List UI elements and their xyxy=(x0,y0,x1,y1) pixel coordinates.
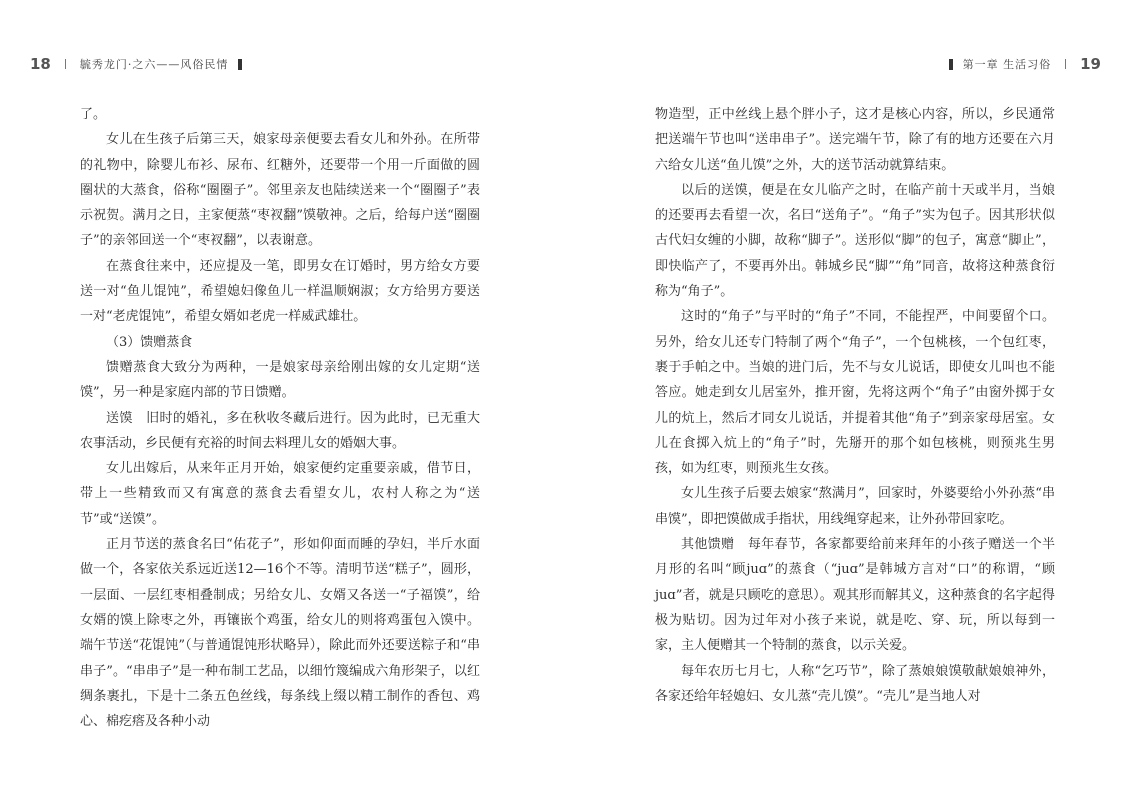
paragraph: 了。 xyxy=(80,107,107,122)
section-heading: （3）馈赠蒸食 xyxy=(106,334,193,350)
header-divider xyxy=(65,59,66,69)
paragraph: 正月节送的蒸食名曰“佑花子”，形如仰面而睡的孕妇，半斤水面做一个，各家依关系远近送12—16个不等。清明节送“糕子”，圆形，一层面、一层红枣相叠制成；另给女儿、女婿又各送一“子福馍”，给女婿的馍上除枣之外，再镶嵌个鸡蛋，给女儿的则将鸡蛋包入馍中。端午节送“花馄饨”（与普通馄饨形状略异），除此而外还要送粽子和“串串子”。“串串子”是一种布制工艺品，以细竹篾编成六角形架子，以红绸条裹扎，下是十二条五色丝线，每条线上缀以精工制作的香包、鸡心、棉疙瘩及各种小动 xyxy=(80,537,480,730)
paragraph: 女儿生孩子后要去娘家“熬满月”，回家时，外婆要给小外孙蒸“串串馍”，即把馍做成手指状，用线绳穿起来，让外孙带回家吃。 xyxy=(655,486,1055,527)
paragraph: 送馍 旧时的婚礼，多在秋收冬藏后进行。因为此时，已无重大农事活动，乡民便有充裕的时间去料理儿女的婚姻大事。 xyxy=(80,410,480,451)
paragraph: 每年农历七月七，人称“乞巧节”，除了蒸娘娘馍敬献娘娘神外，各家还给年轻媳妇、女儿蒸“壳儿馍”。“壳儿”是当地人对 xyxy=(655,663,1055,704)
header-marker xyxy=(238,59,242,70)
paragraph: 物造型，正中丝线上悬个胖小子，这才是核心内容，所以，乡民通常把送端午节也叫“送串串子”。送完端午节，除了有的地方还要在六月六给女儿送“鱼儿馍”之外，大的送节活动就算结束。 xyxy=(655,107,1055,173)
left-page xyxy=(0,0,566,799)
right-page-body xyxy=(655,102,1055,709)
paragraph: 其他馈赠 每年春节，各家都要给前来拜年的小孩子赠送一个半月形的名叫“顾juɑ”的蒸食（“juɑ”是韩城方言对“口”的称谓，“顾juɑ”者，就是只顾吃的意思）。观其形而解其义，这种蒸食的名字起得极为贴切。因为过年对小孩子来说，就是吃、穿、玩，所以每到一家，主人便赠其一个特制的蒸食，以示关爱。 xyxy=(655,537,1055,654)
paragraph: 以后的送馍，便是在女儿临产之时，在临产前十天或半月，当娘的还要再去看望一次，名曰“送角子”。“角子”实为包子。因其形状似古代妇女缠的小脚，故称“脚子”。送形似“脚”的包子，寓意“脚止”，即快临产了，不要再外出。韩城乡民“脚”“角”同音，故将这种蒸食衍称为“角子”。 xyxy=(655,182,1055,300)
paragraph: 女儿在生孩子后第三天，娘家母亲便要去看女儿和外孙。在所带的礼物中，除婴儿布衫、尿布、红糖外，还要带一个用一斤面做的圆圈状的大蒸食，俗称“圈圈子”。邻里亲友也陆续送来一个“圈圈子”表示祝贺。满月之日，主家便蒸“枣衩翻”馍敬神。之后，给每户送“圈圈子”的亲邻回送一个“枣衩翻”，以表谢意。 xyxy=(80,132,480,249)
paragraph: 这时的“角子”与平时的“角子”不同，不能捏严，中间要留个口。另外，给女儿还专门特制了两个“角子”，一个包桃核，一个包红枣，裹于手帕之中。当娘的进门后，先不与女儿说话，即使女儿叫也不能答应。她走到女儿居室外，推开窗，先将这两个“角子”由窗外掷于女儿的炕上，然后才同女儿说话，并提着其他“角子”到亲家母居室。女儿在食掷入炕上的“角子”时，先掰开的那个如包核桃，则预兆生男孩，如为红枣，则预兆生女孩。 xyxy=(655,309,1055,477)
right-page-header xyxy=(939,52,1101,76)
header-divider xyxy=(1065,59,1066,69)
paragraph: 女儿出嫁后，从来年正月开始，娘家便约定重要亲戚，借节日，带上一些精致而又有寓意的蒸食去看望女儿，农村人称之为“送节”或“送馍”。 xyxy=(80,461,480,527)
page-number: 18 xyxy=(30,55,51,73)
paragraph: 在蒸食往来中，还应提及一笔，即男女在订婚时，男方给女方要送一对“鱼儿馄饨”，希望媳妇像鱼儿一样温顺娴淑；女方给男方要送一对“老虎馄饨”，希望女婿如老虎一样威武雄壮。 xyxy=(80,258,480,325)
left-page-header xyxy=(30,52,252,76)
left-page-body xyxy=(80,102,480,734)
header-marker xyxy=(949,59,953,70)
paragraph: 馈赠蒸食大致分为两种，一是娘家母亲给刚出嫁的女儿定期“送馍”，另一种是家庭内部的节日馈赠。 xyxy=(80,359,480,401)
page-number: 19 xyxy=(1080,55,1101,73)
running-title: 毓秀龙门·之六——风俗民情 xyxy=(79,58,229,71)
right-page xyxy=(566,0,1133,799)
running-title: 第一章 生活习俗 xyxy=(962,58,1052,71)
